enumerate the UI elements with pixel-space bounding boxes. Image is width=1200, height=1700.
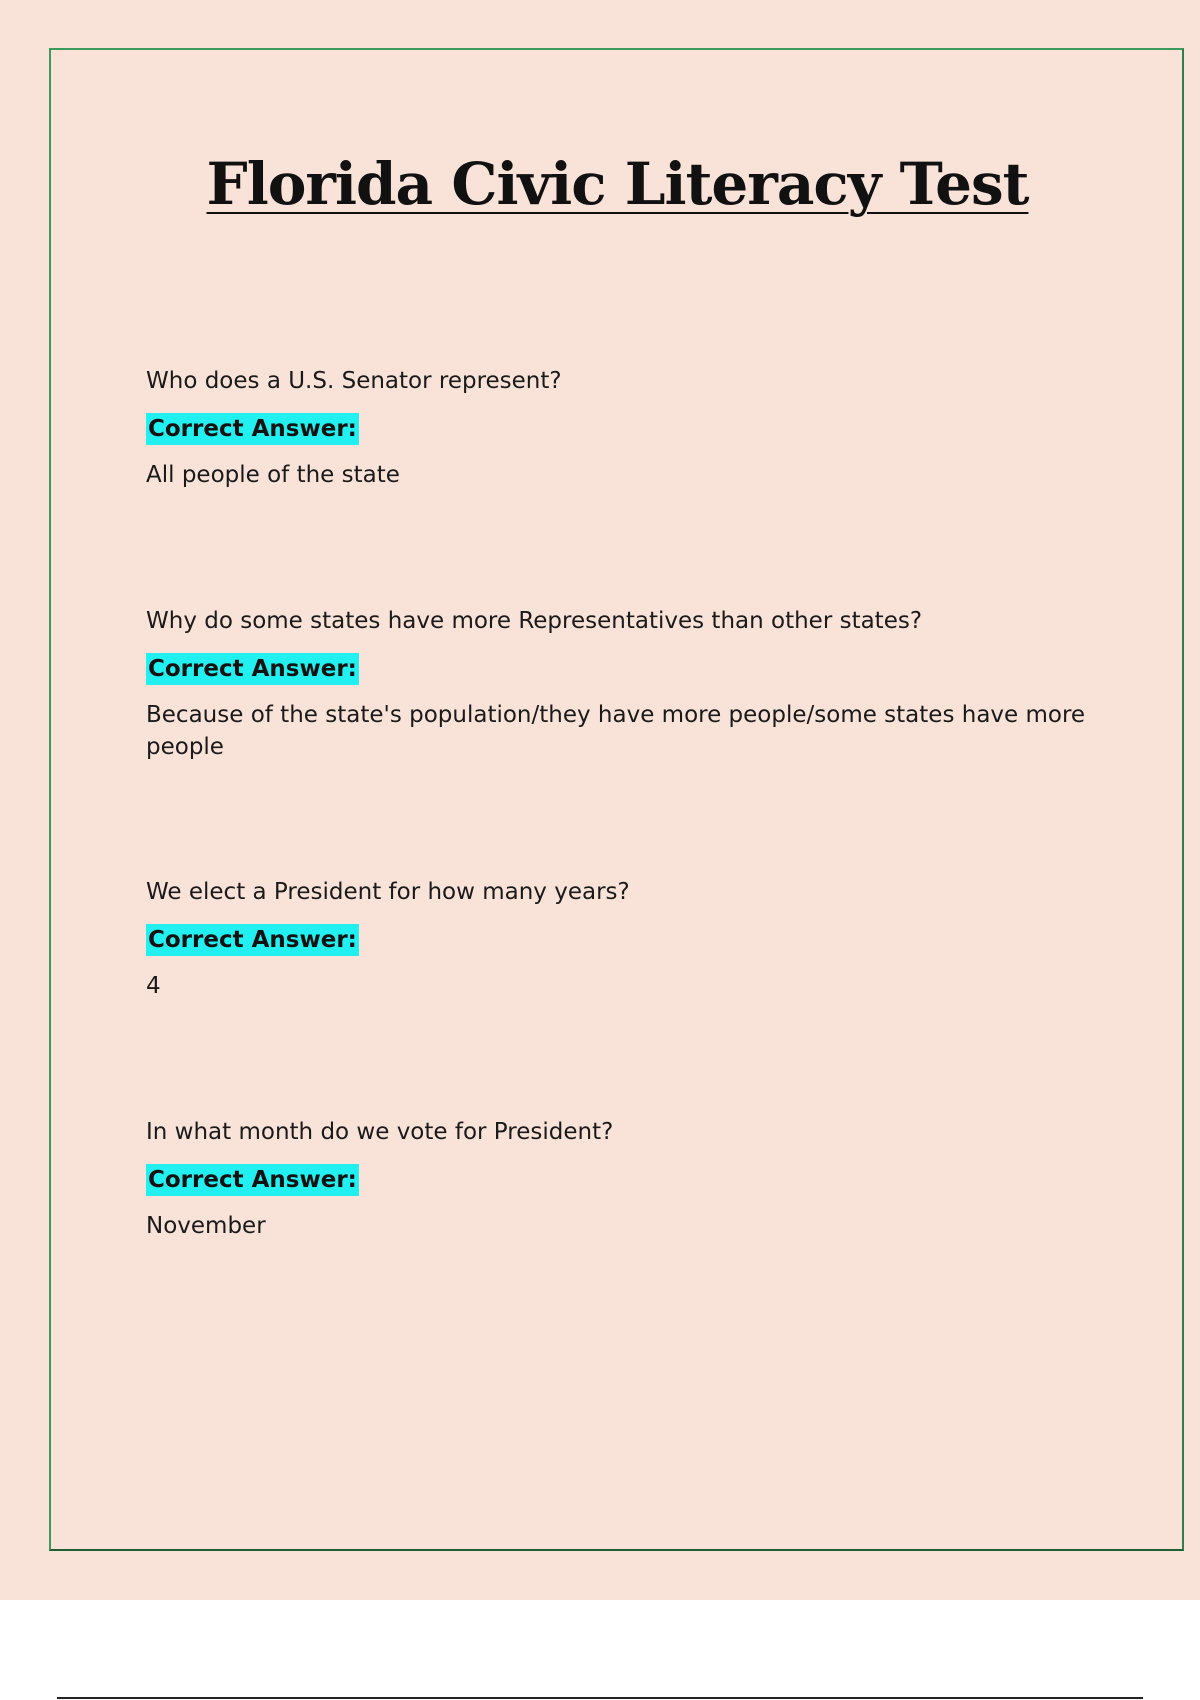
- qa-item: [146, 365, 1086, 491]
- answer-text: All people of the state: [146, 462, 400, 488]
- correct-answer-label: Correct Answer:: [146, 653, 359, 685]
- question-text: In what month do we vote for President?: [146, 1119, 614, 1145]
- question-text: Why do some states have more Representatives than other states?: [146, 608, 923, 634]
- qa-item: [146, 605, 1086, 763]
- question-text: We elect a President for how many years?: [146, 879, 630, 905]
- correct-answer-label: Correct Answer:: [146, 413, 359, 445]
- answer-text: 4: [146, 973, 161, 999]
- correct-answer-label: Correct Answer:: [146, 924, 359, 956]
- qa-item: [146, 876, 1086, 1002]
- page-frame: [49, 48, 1184, 1551]
- footer-divider: [57, 1697, 1143, 1699]
- question-text: Who does a U.S. Senator represent?: [146, 368, 562, 394]
- answer-text: November: [146, 1213, 266, 1239]
- qa-item: [146, 1116, 1086, 1242]
- page-title: Florida Civic Literacy Test: [206, 150, 1029, 218]
- answer-text: Because of the state's population/they have more people/some states have more people: [146, 702, 1086, 760]
- correct-answer-label: Correct Answer:: [146, 1164, 359, 1196]
